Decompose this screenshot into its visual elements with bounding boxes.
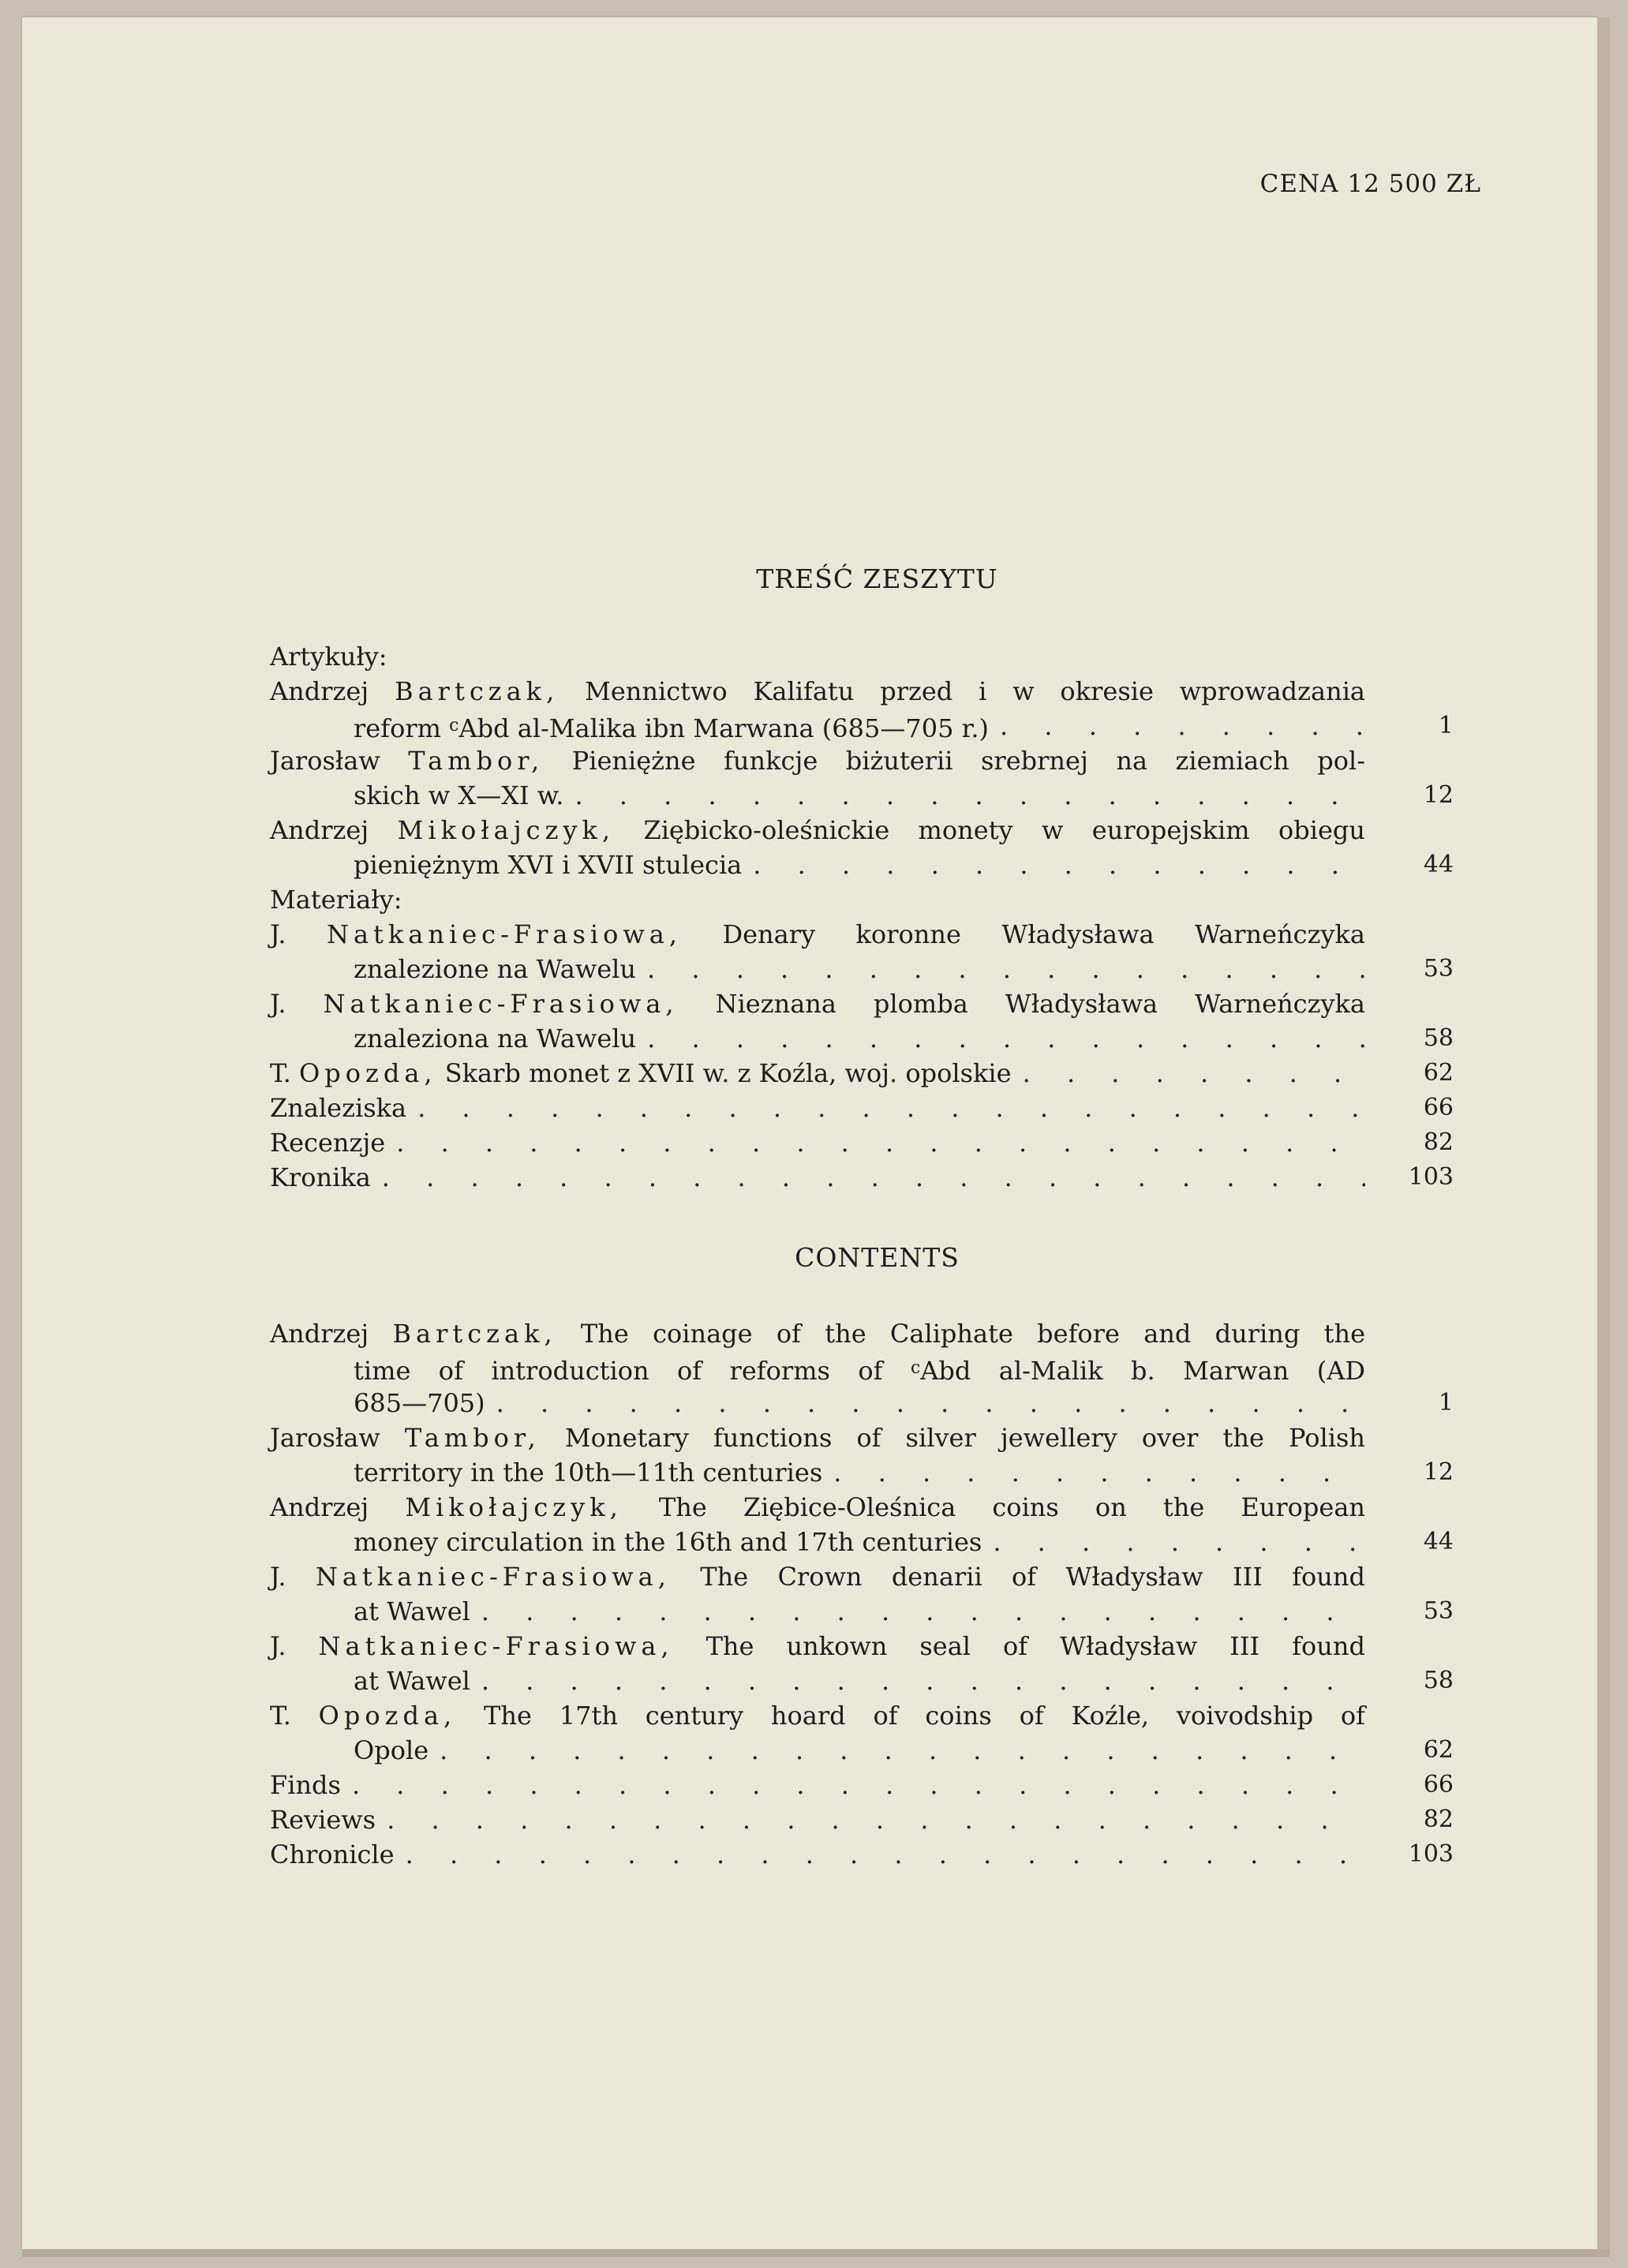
leader-dots (470, 1664, 1365, 1698)
toc-entry (270, 813, 1454, 882)
entry-title-cont: Opole (354, 1735, 429, 1765)
entry-title: The Ziębice-Oleśnica coins on the European (658, 1492, 1366, 1522)
toc-entry (270, 1420, 1454, 1490)
entry-title: Mennictwo Kalifatu przed i w okresie wprowadzania (585, 676, 1365, 706)
page-number: 12 (1423, 1458, 1454, 1486)
toc-entry (270, 1125, 1454, 1160)
entry-title-cont: pieniężnym XVI i XVII stulecia (354, 850, 743, 880)
entry-title: The unkown seal of Władysław III found (705, 1631, 1366, 1661)
page-number: 1 (1438, 1389, 1454, 1417)
page-number: 62 (1423, 1736, 1454, 1764)
contents-heading-pl: TREŚĆ ZESZYTU (756, 563, 998, 594)
page-number: 44 (1423, 851, 1454, 878)
entry-author: J. (270, 919, 286, 949)
entry-surname: Opozda, (298, 1058, 437, 1088)
entry-surname: Natkaniec-Frasiowa, (315, 1562, 671, 1592)
toc-entry (270, 1768, 1454, 1802)
entry-title: Nieznana plomba Władysława Warneńczyka (715, 989, 1366, 1019)
toc-entry (270, 743, 1454, 813)
price-label: CENA 12 500 ZŁ (1259, 170, 1481, 198)
entry-title: Ziębicko-oleśnickie monety w europejskim obiegu (643, 815, 1366, 845)
entry-title-cont: territory in the 10th—11th centuries (354, 1458, 823, 1488)
entry-surname: Natkaniec-Frasiowa, (323, 989, 679, 1019)
page-number: 1 (1438, 712, 1454, 739)
entry-title: The 17th century hoard of coins of Koźle, voivodship of (484, 1701, 1366, 1731)
entry-title-cont: at Wawel (354, 1596, 470, 1626)
entry-title: Kronika (270, 1162, 371, 1192)
entry-title: Monetary functions of silver jewellery over the Polish (564, 1423, 1366, 1453)
page-number: 53 (1423, 955, 1454, 982)
leader-dots (341, 1768, 1365, 1802)
section-label-articles: Artykuły: (270, 642, 387, 672)
page-number: 66 (1423, 1771, 1454, 1798)
page-number: 103 (1408, 1163, 1454, 1191)
entry-title: Znaleziska (270, 1093, 407, 1123)
toc-entry (270, 1160, 1454, 1195)
page-number: 44 (1423, 1528, 1454, 1555)
entry-surname: Natkaniec-Frasiowa, (318, 1631, 674, 1661)
entry-title-cont: znaleziona na Wawelu (354, 1024, 637, 1054)
leader-dots (563, 778, 1365, 813)
leader-dots (470, 1594, 1365, 1629)
entry-surname: Mikołajczyk, (397, 815, 616, 845)
toc-entry (270, 986, 1454, 1056)
entry-surname: Natkaniec-Frasiowa, (326, 919, 683, 949)
toc-entry (270, 1056, 1454, 1091)
page-number: 58 (1423, 1024, 1454, 1052)
page-number: 82 (1423, 1806, 1454, 1833)
entry-author: Andrzej (270, 676, 369, 706)
entry-title-cont: money circulation in the 16th and 17th centuries (354, 1527, 982, 1557)
entry-title: Recenzje (270, 1128, 386, 1158)
entry-title-cont: 685—705) (354, 1388, 485, 1418)
toc-entry (270, 1091, 1454, 1125)
entry-author: Jarosław (270, 746, 380, 776)
leader-dots (822, 1455, 1365, 1490)
toc-entry (270, 674, 1454, 743)
page-number: 62 (1423, 1059, 1454, 1087)
contents-heading-en: CONTENTS (795, 1242, 960, 1273)
entry-title: Finds (270, 1770, 341, 1800)
entry-title: The coinage of the Caliphate before and during the (580, 1319, 1366, 1349)
entry-author: Andrzej (270, 1319, 369, 1349)
entry-author: T. (270, 1701, 291, 1731)
leader-dots (636, 1021, 1365, 1056)
entry-title: Skarb monet z XVII w. z Koźla, woj. opolskie (444, 1058, 1012, 1088)
entry-title-cont: skich w X—XI w. (354, 780, 564, 810)
toc-entry (270, 1559, 1454, 1629)
entry-surname: Opozda, (318, 1701, 457, 1731)
entry-title: The Crown denarii of Władysław III found (700, 1562, 1366, 1592)
entry-title: Denary koronne Władysława Warneńczyka (722, 919, 1366, 949)
entry-title-cont: reform $^c$Abd al-Malika ibn Marwana (685—705 r.) (354, 713, 990, 743)
page-number: 53 (1423, 1597, 1454, 1625)
leader-dots (982, 1525, 1365, 1559)
section-label-materials: Materiały: (270, 885, 402, 915)
entry-title: Pieniężne funkcje biżuterii srebrnej na ziemiach pol- (571, 746, 1366, 776)
toc-entry (270, 1802, 1454, 1837)
entry-author: T. (270, 1058, 291, 1088)
entry-surname: Mikołajczyk, (405, 1492, 623, 1522)
entry-author: J. (270, 989, 286, 1019)
leader-dots (636, 952, 1365, 986)
leader-dots (742, 848, 1365, 882)
leader-dots (385, 1125, 1365, 1160)
toc-entry (270, 917, 1454, 986)
leader-dots (1012, 1056, 1365, 1091)
page-edge-bottom (22, 2249, 1610, 2257)
toc-entry (270, 1490, 1454, 1559)
toc-entry (270, 1837, 1454, 1872)
entry-author: Andrzej (270, 815, 369, 845)
leader-dots (429, 1733, 1365, 1768)
toc-english (270, 1316, 1454, 1872)
leader-dots (406, 1091, 1365, 1125)
page-number: 58 (1423, 1667, 1454, 1694)
toc-entry (270, 1629, 1454, 1698)
page-number: 82 (1423, 1128, 1454, 1156)
leader-dots (485, 1386, 1365, 1420)
entry-title-cont: znalezione na Wawelu (354, 954, 637, 984)
leader-dots (395, 1837, 1365, 1872)
entry-author: J. (270, 1562, 286, 1592)
leader-dots (989, 709, 1365, 743)
toc-entry (270, 1698, 1454, 1768)
entry-author: Jarosław (270, 1423, 380, 1453)
entry-author: J. (270, 1631, 286, 1661)
page-number: 12 (1423, 781, 1454, 809)
entry-title: Reviews (270, 1805, 376, 1835)
entry-title: Chronicle (270, 1839, 395, 1869)
page-number: 103 (1408, 1840, 1454, 1868)
page-edge-right (1597, 17, 1610, 2251)
entry-surname: Bartczak, (395, 676, 560, 706)
leader-dots (371, 1160, 1365, 1195)
entry-surname: Tambor, (408, 746, 545, 776)
toc-polish (270, 639, 1454, 1195)
entry-surname: Bartczak, (392, 1319, 557, 1349)
toc-entry: Andrzej Bartczak, The coinage of the Caliphate before and during the time of introduction of reforms of $^c$Abd al-Malik b. Marwan (AD 685—705) . . . 1 (270, 1316, 1454, 1420)
entry-author: Andrzej (270, 1492, 369, 1522)
entry-surname: Tambor, (404, 1423, 541, 1453)
leader-dots (376, 1802, 1365, 1837)
page-number: 66 (1423, 1094, 1454, 1121)
entry-title-cont: at Wawel (354, 1666, 470, 1696)
